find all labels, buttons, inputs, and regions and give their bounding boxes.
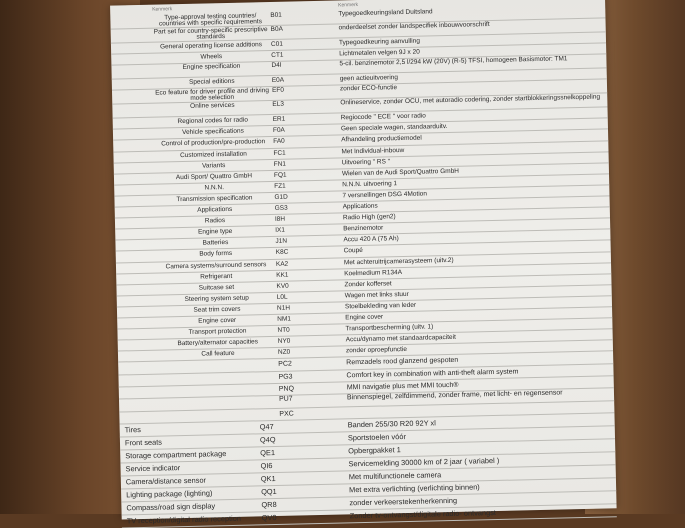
row-value: Uitvoering " RS " [341, 157, 391, 167]
row-value: Zonder kofferset [344, 279, 392, 289]
row-value: Met extra verlichting (verlichting binnen) [349, 482, 480, 495]
row-code: QR8 [261, 499, 277, 510]
row-value: Engine cover [345, 313, 384, 322]
row-value: Coupé [343, 247, 363, 255]
row-value: Onlineservice, zonder OCU, met autoradio codering, zonder startblokkeringssnelkoppeling [340, 93, 601, 107]
row-label: Storage compartment package [125, 448, 227, 461]
row-value: Wielen van de Audi Sport/Quattro GmbH [341, 167, 460, 178]
header-right: Kenmerk [338, 1, 359, 9]
row-value: Banden 255/30 R20 92Y xl [347, 418, 436, 430]
row-value: Applications [342, 202, 378, 211]
row-code: I8H [274, 215, 286, 224]
row-label: Transport protection [188, 327, 247, 336]
row-value: Met multifunctionele camera [348, 470, 442, 482]
row-code: NT0 [277, 326, 290, 334]
row-value: Afhandeling productiemodel [341, 135, 422, 144]
row-code: KK1 [276, 271, 289, 279]
row-value: Benzinemotor [343, 224, 384, 233]
row-code: FQ1 [273, 171, 287, 179]
row-label: Variants [201, 161, 226, 170]
row-code: FC1 [273, 149, 286, 157]
row-code: J1N [275, 237, 288, 246]
row-value: 5-cil. benzinemotor 2,5 l/294 kW (20V) (R-5) TFSI, homogeen Basismotor: TM1 [339, 54, 568, 68]
row-value: Zonder tv-ontvangst/digitale radio- ontvangst [349, 507, 497, 521]
row-value: Met Individual-inbouw [341, 146, 405, 155]
row-label: Seat trim covers [193, 305, 241, 314]
row-code: PC2 [278, 360, 292, 369]
row-label: Suitcase set [198, 283, 235, 292]
row-label: Compass/road sign display [126, 501, 216, 513]
row-label: Camera systems/surround sensors [165, 260, 267, 270]
row-value: Met achteruitrijcamerasysteem (uitv.2) [343, 256, 454, 266]
row-label: Control of production/pre-production [161, 138, 266, 148]
row-code: Q4Q [259, 434, 276, 445]
row-label: Body forms [199, 250, 233, 259]
row-value: Opbergpakket 1 [348, 444, 401, 456]
row-value: Lichtmetalen velgen 9J x 20 [339, 48, 420, 58]
row-code: L0L [276, 293, 288, 301]
row-code: EF0 [271, 86, 285, 94]
row-code: Q47 [259, 421, 274, 432]
row-value: Accu/dynamo met standaardcapaciteit [345, 334, 456, 344]
row-value: zonder ECO-functie [339, 83, 398, 93]
row-label: Transmission specification [176, 194, 253, 204]
row-code: G1D [274, 193, 288, 201]
row-code: QV0 [261, 512, 277, 523]
row-value: Transportbescherming (uitv. 1) [345, 323, 434, 333]
row-code: K8C [275, 249, 289, 257]
row-label: Applications [197, 205, 233, 214]
row-label: TV reception/digital radio reception [126, 513, 242, 526]
row-label: N.N.N. [204, 183, 225, 192]
row-value: Comfort key in combination with anti-theft alarm system [346, 368, 519, 379]
row-code: FZ1 [274, 182, 286, 190]
row-value: Servicemelding 30000 km of 2 jaar ( variabel ) [348, 455, 500, 469]
row-label: Online services [190, 101, 235, 110]
row-label: Service indicator [125, 462, 181, 474]
row-label: Audi Sport/ Quattro GmbH [175, 172, 253, 181]
row-label: Engine specification [182, 62, 241, 71]
row-code: GS3 [274, 204, 288, 212]
spec-table [110, 1, 617, 528]
row-value: Stoelbekleding van leder [344, 301, 417, 311]
row-code: KV0 [276, 282, 289, 290]
row-value: Binnenspiegel, zelfdimmend, zonder frame, met licht- en regensensor [346, 389, 563, 402]
row-code: E0A [271, 76, 285, 85]
row-value: Wagen met links stuur [344, 290, 409, 300]
row-label: Part set for country-specific prescriptive standards [153, 25, 268, 41]
row-value: Geen speciale wagen, standaarduitv. [340, 123, 448, 133]
row-code: NM1 [277, 315, 292, 323]
row-code: QQ1 [261, 486, 277, 497]
row-code: PU7 [278, 395, 293, 403]
row-value: Remzadels rood glanzend gespoten [346, 357, 459, 367]
row-value: geen actieuitvoering [339, 74, 399, 83]
row-value: Typegoedkeuringsland Duitsland [338, 7, 433, 17]
row-code: PNQ [278, 385, 295, 393]
row-value: Radio High (gen2) [342, 213, 396, 222]
row-code: N1H [276, 304, 291, 312]
row-label: Batteries [202, 239, 229, 247]
spec-sheet-paper [110, 0, 617, 526]
row-value: Sportstoelen vóór [347, 431, 406, 443]
row-code: CT1 [271, 51, 284, 60]
row-code: FN1 [273, 160, 287, 168]
row-code: D4I [271, 61, 282, 69]
row-code: PG3 [278, 373, 293, 381]
row-value: onderdeelset zonder landspecifiek inbouwvoorschrift [338, 20, 490, 31]
row-code: KA2 [275, 260, 289, 268]
row-code: F0A [272, 127, 285, 135]
row-code: QE1 [260, 447, 276, 458]
row-code: QK1 [260, 473, 276, 484]
row-label: Special editions [188, 77, 235, 87]
row-value: Accu 420 A (75 Ah) [343, 235, 399, 244]
row-label: Customized installation [179, 150, 247, 159]
row-label: Wheels [200, 53, 223, 61]
row-value: N.N.N. uitvoering 1 [342, 179, 398, 189]
row-label: Refrigerant [200, 272, 233, 281]
row-label: Call feature [201, 350, 235, 358]
row-code: NZ0 [277, 348, 291, 357]
row-value: 7 versnellingen DSG 4Motion [342, 190, 428, 200]
row-code: IX1 [275, 226, 286, 235]
row-code: EL3 [272, 100, 284, 108]
row-code: B01 [270, 11, 282, 19]
row-code: QI6 [260, 460, 273, 471]
row-label: Front seats [124, 437, 163, 448]
row-code: PXC [279, 410, 294, 418]
row-label: Type-approval testing countries/ countries with specific requirements [158, 11, 263, 28]
row-label: Radios [204, 217, 226, 225]
row-value: zonder verkeerstekenherkenning [349, 495, 458, 508]
row-label: Engine type [197, 228, 233, 236]
row-label: General operating license additions [159, 41, 263, 51]
row-value: Typegoedkeuring aanvulling [338, 37, 420, 47]
row-value: Koelmedium R134A [344, 268, 403, 277]
row-value: Regiocode " ECE " voor radio [340, 112, 426, 122]
row-value: MMI navigatie plus met MMI touch® [346, 381, 459, 392]
row-label: Tires [124, 424, 141, 435]
row-label: Eco feature for driver profile and driving mode selection [155, 86, 270, 102]
row-label: Engine cover [198, 316, 237, 325]
row-label: Vehicle specifications [181, 127, 244, 137]
row-code: NY0 [277, 337, 291, 346]
row-label: Camera/distance sensor [125, 475, 207, 487]
header-left: Kenmerk [152, 6, 173, 13]
row-label: Lighting package (lighting) [126, 488, 213, 500]
row-label: Battery/alternator capacities [177, 338, 259, 348]
row-label: Regional codes for radio [177, 116, 249, 126]
row-code: C01 [270, 40, 284, 48]
row-code: FA0 [273, 138, 285, 146]
row-value: zonder oproepfunctie [345, 346, 408, 355]
row-label: Steering system setup [184, 294, 249, 303]
row-code: B0A [270, 25, 284, 33]
row-code: ER1 [272, 115, 286, 124]
